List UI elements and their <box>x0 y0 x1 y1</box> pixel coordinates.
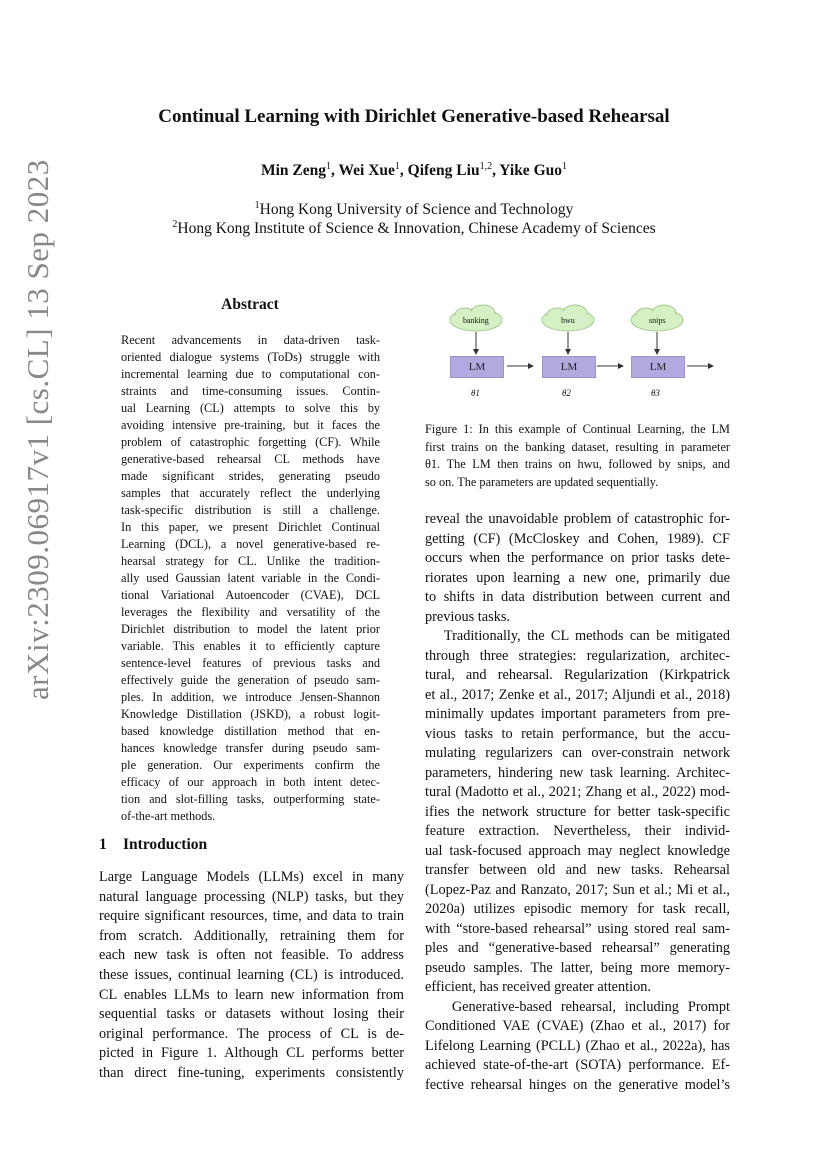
lm-node-3: LM <box>631 356 685 378</box>
text-line: tural, and rehearsal. Regularization (Kirkpatrick <box>425 667 730 683</box>
text-line: than direct fine-tuning, experiments consistently <box>99 1064 404 1081</box>
text-line: Learning (DCL), a novel generative-based re- <box>121 536 380 551</box>
intro-body <box>99 868 404 1084</box>
text-line: first trains on the banking dataset, resulting in parameter <box>425 439 730 454</box>
author-affiliation-marker: 1 <box>562 161 567 172</box>
text-line: transfer between old and new tasks. Rehearsal <box>425 862 730 878</box>
text-line: leverages the flexibility and versatility of the <box>121 604 380 619</box>
author-affiliation-marker: 1 <box>394 161 400 172</box>
text-line: sequential tasks or datasets without losing their <box>99 1006 404 1023</box>
text-line: Large Language Models (LLMs) excel in many <box>99 869 404 885</box>
text-line: Knowledge Distillation (JSKD), a robust logit- <box>121 706 380 721</box>
figure-1-caption <box>425 421 730 491</box>
text-line: original performance. The process of CL is de- <box>99 1025 404 1042</box>
affiliation-name: Hong Kong Institute of Science & Innovation, Chinese Academy of Sciences <box>177 220 656 238</box>
theta-3-label: θ3 <box>651 388 660 398</box>
author-name: Min Zeng <box>260 162 327 180</box>
text-line: tural (Madotto et al., 2021; Zhang et al., 2022) mod- <box>425 784 730 800</box>
text-line: hearsal strategy for CL. Unlike the tradition- <box>121 553 380 568</box>
text-line: oriented dialogue systems (ToDs) struggle with <box>121 349 380 364</box>
author-name: Wei Xue <box>338 162 395 180</box>
text-line: ifies the network structure for better task-specific <box>425 803 730 820</box>
author-list: Min Zeng$^1$, Wei Xue$^1$, Qifeng Liu$^{1,2}$, Yike Guo$^1$ <box>260 161 567 180</box>
text-line: fective rehearsal hinges on the generative model’s <box>425 1076 730 1093</box>
theta-2-label: θ2 <box>562 388 571 398</box>
text-line: samples that accurately reflect the underlying <box>121 485 380 500</box>
text-line: ally used Gaussian latent variable in the Condi- <box>121 570 380 585</box>
text-line: each new task is often not feasible. To address <box>99 947 404 964</box>
text-line: parameters, hindering new task learning. Architec- <box>425 764 730 781</box>
text-line: previous tasks. <box>425 608 510 625</box>
text-line: of-the-art methods. <box>121 808 216 823</box>
text-line: from scratch. Additionally, retraining them for <box>99 927 404 944</box>
task-label-snips: snips <box>649 316 666 325</box>
text-line: variable. This enables it to efficiently capture <box>121 638 380 653</box>
text-line: straints and time-consuming issues. Contin- <box>121 383 380 398</box>
text-line: efficacy of our approach in both intent detec- <box>121 774 380 789</box>
text-line: through three strategies: regularization, architec- <box>425 647 730 664</box>
text-line: Lifelong Learning (PCLL) (Zhao et al., 2022a), has <box>425 1037 730 1054</box>
text-line: In this paper, we present Dirichlet Continual <box>121 519 380 534</box>
task-label-banking: banking <box>463 316 489 325</box>
abstract-body <box>121 332 380 825</box>
text-line: sentence-level features of previous tasks and <box>121 655 380 670</box>
paper-title: Continual Learning with Dirichlet Generative-based Rehearsal <box>158 106 670 127</box>
text-line: Conditioned VAE (CVAE) (Zhao et al., 2017) for <box>425 1018 730 1034</box>
text-line: ples. In addition, we introduce Jensen-Shannon <box>121 689 380 704</box>
lm-node-2: LM <box>542 356 596 378</box>
text-line: CL enables LLMs to learn new information from <box>99 986 404 1003</box>
text-line: Figure 1: In this example of Continual Learning, the LM <box>425 422 730 436</box>
text-line: (Lopez-Paz and Ranzato, 2017; Sun et al.; Mi et al., <box>425 881 730 898</box>
text-line: riorates upon learning a new one, primarily due <box>425 569 730 586</box>
text-line: problem of catastrophic forgetting (CF). While <box>121 434 380 449</box>
arxiv-stamp: arXiv:2309.06917v1 [cs.CL] 13 Sep 2023 <box>20 159 55 700</box>
affiliation-number: 2 <box>172 219 178 230</box>
text-line: tion and slot-filling tasks, outperforming state- <box>121 791 380 806</box>
text-line: natural language processing (NLP) tasks, but they <box>99 888 404 905</box>
author-name: Yike Guo <box>499 162 562 180</box>
text-line: require significant resources, time, and data to train <box>99 908 404 925</box>
text-line: made significant strides, generating pseudo <box>121 468 380 483</box>
text-line: ual Learning (CL) attempts to solve this by <box>121 400 380 415</box>
text-line: based knowledge distillation method that en- <box>121 723 380 738</box>
text-line: effectively guide the generation of pseudo sam- <box>121 672 380 687</box>
section-title: Introduction <box>123 836 208 853</box>
text-line: vious tasks to retain performance, but the accu- <box>425 725 730 742</box>
section-number: 1 <box>99 836 107 853</box>
text-line: incremental learning due to computational con- <box>121 366 380 381</box>
text-line: reveal the unavoidable problem of catastrophic for- <box>425 511 730 527</box>
text-line: task-specific distribution is still a challenge. <box>121 502 380 517</box>
abstract-heading: Abstract <box>221 296 279 313</box>
text-line: minimally updates important parameters from pre- <box>425 706 730 722</box>
affiliation-2 <box>0 219 828 238</box>
text-line: et al., 2017; Zenke et al., 2017; Aljundi et al., 2018) <box>425 686 730 703</box>
column-2-body <box>425 510 730 1095</box>
text-line: occurs when the performance on prior tasks dete- <box>425 550 730 566</box>
text-line: ples and “generative-based rehearsal” generating <box>425 940 730 956</box>
lm-node-1: LM <box>450 356 504 378</box>
text-line: so on. The parameters are updated sequentially. <box>425 474 659 489</box>
theta-1-label: θ1 <box>471 388 480 398</box>
text-line: hances knowledge transfer during pseudo sam- <box>121 740 380 755</box>
text-line: Generative-based rehearsal, including Prompt <box>425 998 730 1015</box>
affiliation-1 <box>0 200 828 219</box>
text-line: Dirichlet distribution to model the latent prior <box>121 621 380 636</box>
text-line: avoiding intensive pre-training, but it faces the <box>121 417 380 432</box>
text-line: efficient, has received greater attention. <box>425 979 651 995</box>
text-line: Recent advancements in data-driven task- <box>121 333 380 347</box>
text-line: pseudo samples. The latter, being more memory- <box>425 959 730 976</box>
affiliation-name: Hong Kong University of Science and Technology <box>259 201 574 219</box>
text-line: feature extraction. Nevertheless, their individ- <box>425 823 730 839</box>
figure-1 <box>425 296 730 411</box>
text-line: ual task-focused approach may neglect knowledge <box>425 842 730 859</box>
text-line: θ1. The LM then trains on hwu, followed by snips, and <box>425 457 730 472</box>
text-line: 2020a) utilizes episodic memory for task recall, <box>425 901 730 917</box>
text-line: generative-based rehearsal CL methods have <box>121 451 380 466</box>
text-line: ple generation. Our experiments confirm the <box>121 757 380 772</box>
author-name: Qifeng Liu <box>407 162 480 180</box>
text-line: Traditionally, the CL methods can be mitigated <box>425 628 730 644</box>
text-line: tional Variational Autoencoder (CVAE), DCL <box>121 587 380 602</box>
text-line: with “store-based rehearsal” using stored real sam- <box>425 920 730 937</box>
text-line: picted in Figure 1. Although CL performs better <box>99 1045 404 1062</box>
text-line: mulating regularizers can over-constrain network <box>425 745 730 761</box>
affiliation-number: 1 <box>254 200 260 211</box>
author-affiliation-marker: 1,2 <box>479 161 493 172</box>
task-label-hwu: hwu <box>561 316 575 325</box>
text-line: getting (CF) (McCloskey and Cohen, 1989). CF <box>425 530 730 547</box>
text-line: achieved state-of-the-art (SOTA) performance. Ef- <box>425 1057 730 1073</box>
text-line: to shifts in data distribution between current and <box>425 589 730 605</box>
text-line: these issues, continual learning (CL) is introduced. <box>99 966 404 983</box>
section-heading <box>99 836 207 854</box>
author-affiliation-marker: 1 <box>326 161 332 172</box>
